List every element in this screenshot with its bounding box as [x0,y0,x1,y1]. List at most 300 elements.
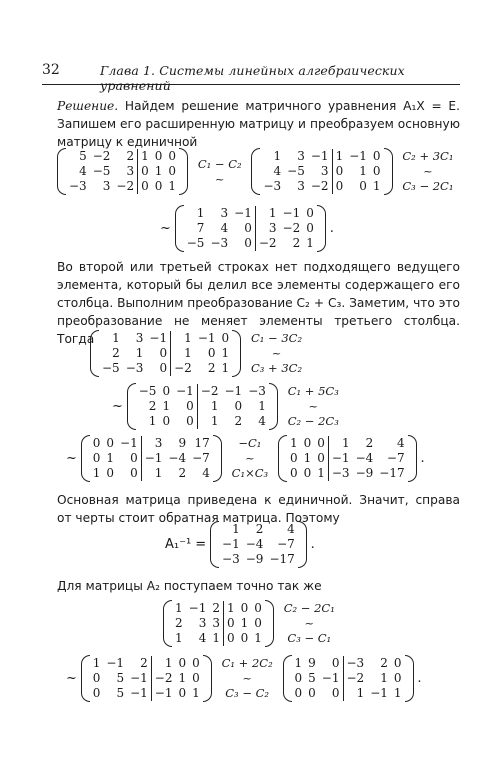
matrix-cell: 1 [393,686,402,700]
operation-line: C₂ + 3C₁ [402,149,454,163]
page-header [42,62,460,93]
bracket-left [210,521,219,568]
matrix-cell: 0 [331,686,340,700]
bracket-left [81,655,90,702]
matrix-cell: 0 [186,399,194,413]
matrix-cell: 1 [359,164,367,178]
equation-row-7 [66,655,422,702]
matrix-row [136,384,269,399]
matrix-cell: 7 [196,221,205,235]
matrix-cell: 1 [240,616,249,630]
matrix-table [172,601,265,646]
operation-1 [198,157,242,187]
bracket-right [298,521,307,568]
matrix-cell: −3 [328,466,352,481]
matrix-table [219,522,298,567]
bracket-right [384,148,393,195]
matrix-row [66,179,179,194]
matrix-cell: 0 [186,414,194,428]
matrix-cell: 0 [159,361,168,375]
matrix-cell: −1 [130,686,148,700]
period: . [417,671,422,686]
matrix-cell: 0 [106,466,115,480]
matrix-cell: 1 [106,451,115,465]
matrix-row [219,537,298,552]
matrix-cell: 0 [92,671,101,685]
matrix-cell: −5 [287,164,305,178]
matrix-cell: 9 [308,656,316,670]
bracket-left [81,435,90,482]
tilde: ~ [112,399,123,414]
matrix-4 [90,330,241,377]
matrix-cell: 0 [168,164,177,178]
operation-line: C₃ − 2C₁ [402,179,454,193]
matrix-3 [175,205,326,252]
matrix-cell: 1 [221,346,230,360]
bracket-right [213,435,222,482]
matrix-cell: 2 [234,414,243,428]
matrix-cell: −1 [149,331,168,345]
matrix-row [90,671,203,686]
matrix-cell: 1 [254,631,262,645]
matrix-cell: 1 [196,206,205,220]
matrix-cell: 4 [396,436,405,450]
matrix-table [66,149,179,194]
matrix-cell: 1 [141,466,165,481]
matrix-cell: 5 [116,686,125,700]
matrix-cell: 0 [221,331,230,345]
matrix-cell: 2 [207,361,216,375]
period: . [420,451,425,466]
matrix-cell: 1 [171,346,195,361]
operation-3 [251,331,302,376]
operation-line: C₃ − C₂ [225,686,270,700]
matrix-row [260,164,383,179]
matrix-cell: 1 [197,414,221,429]
operation-line: ~ [304,616,315,630]
matrix-9 [81,655,212,702]
matrix-cell: 1 [148,414,157,428]
matrix-cell: 1 [294,656,303,670]
matrix-cell: 4 [258,414,266,428]
matrix-cell: 3 [212,616,220,630]
matrix-cell: 1 [212,631,220,645]
matrix-cell: −1 [224,384,243,398]
matrix-cell: 1 [372,179,381,193]
operation-line: C₁ + 2C₂ [221,656,273,670]
matrix-row [172,601,265,616]
matrix-cell: 0 [240,601,249,615]
matrix-8 [163,600,274,647]
matrix-cell: −1 [130,671,148,685]
paragraph-solution [57,97,460,151]
matrix-cell: −2 [197,384,221,399]
operation-line: ~ [242,671,252,685]
tilde: ~ [66,451,77,466]
matrix-cell: 0 [223,616,237,631]
operation-2 [402,149,453,194]
matrix-row [90,466,213,481]
matrix-cell: 0 [308,686,316,700]
matrix-cell: 1 [162,399,171,413]
matrix-cell: 4 [287,522,295,536]
operation-line: C₁ − 3C₂ [250,331,303,345]
matrix-cell: 1 [317,466,325,480]
matrix-row [172,616,265,631]
matrix-row [66,164,179,179]
matrix-cell: 0 [331,656,340,670]
operation-line: ~ [423,164,433,178]
bracket-right [203,655,212,702]
matrix-cell: 4 [273,164,282,178]
matrix-row [90,686,203,701]
matrix-cell: 1 [151,656,175,671]
tilde: ~ [66,671,77,686]
operation-line: ~ [214,171,225,186]
matrix-row [90,656,203,671]
matrix-row [292,671,405,686]
matrix-cell: −2 [255,236,279,251]
matrix-cell: −3 [125,361,144,375]
matrix-table [99,331,232,376]
matrix-cell: 3 [135,331,144,345]
matrix-cell: −4 [168,451,187,465]
matrix-cell: −7 [386,451,405,465]
matrix-cell: 3 [255,221,279,236]
matrix-cell: 1 [168,179,177,193]
period: . [310,537,315,552]
operation-line: ~ [245,451,255,465]
matrix-cell: −17 [269,552,295,566]
matrix-cell: 0 [294,686,303,700]
matrix-cell: 4 [202,466,210,480]
matrix-2 [251,148,392,195]
matrix-cell: 2 [112,346,120,360]
matrix-cell: 2 [292,236,301,250]
bracket-right [179,148,188,195]
matrix-cell: −2 [171,361,195,376]
operation-line: C₁ + 5C₃ [287,384,339,398]
period: . [329,221,334,236]
matrix-row [219,552,298,567]
matrix-cell: 0 [244,236,252,250]
matrix-cell: 1 [192,686,200,700]
matrix-cell: 0 [244,221,252,235]
matrix-cell: 3 [320,164,329,178]
matrix-cell: −1 [282,206,301,220]
operation-6 [284,601,335,646]
equation-row-2 [160,205,334,252]
matrix-cell: 1 [112,331,120,345]
matrix-cell: −1 [120,436,138,450]
matrix-table [90,436,213,481]
matrix-cell: 4 [79,164,87,178]
bracket-left [175,205,184,252]
bracket-left [278,435,287,482]
matrix-cell: 0 [317,451,325,465]
matrix-cell: 1 [258,399,266,413]
matrix-row [99,331,232,346]
matrix-table [292,656,405,701]
tilde: ~ [160,221,171,236]
matrix-cell: 1 [171,331,195,346]
matrix-cell: 0 [138,179,152,194]
matrix-inverse [210,521,307,568]
matrix-cell: −3 [248,384,266,398]
matrix-cell: −17 [379,466,405,480]
matrix-row [287,466,408,481]
matrix-cell: 1 [223,601,237,616]
matrix-cell: 1 [135,346,144,360]
matrix-cell: 0 [289,466,298,480]
matrix-cell: 0 [240,631,249,645]
matrix-cell: −2 [343,671,367,686]
matrix-cell: 0 [138,164,152,179]
matrix-cell: −5 [186,236,205,250]
matrix-cell: −1 [197,331,216,345]
matrix-cell: 0 [154,179,163,193]
matrix-table [260,149,383,194]
matrix-row [99,361,232,376]
matrix-cell: 0 [317,436,325,450]
matrix-cell: 1 [154,164,163,178]
inverse-label: A₁⁻¹ = [165,537,207,552]
matrix-cell: 0 [168,149,177,163]
matrix-cell: 0 [306,221,314,235]
matrix-cell: −2 [92,149,111,163]
matrix-cell: −3 [263,179,282,193]
matrix-cell: −7 [277,537,295,551]
bracket-right [405,655,414,702]
bracket-left [90,330,99,377]
matrix-row [184,221,317,236]
matrix-cell: 2 [255,522,264,536]
matrix-cell: 3 [297,179,305,193]
matrix-cell: −5 [102,361,120,375]
solution-text-a: Найдем решение матричного уравнения [124,99,397,113]
matrix-cell: 0 [332,164,346,179]
matrix-cell: −2 [282,221,301,235]
matrix-cell: 0 [106,436,115,450]
matrix-cell: 1 [175,601,183,615]
matrix-cell: 2 [148,399,157,413]
matrix-cell: 0 [294,671,303,685]
matrix-cell: −7 [192,451,210,465]
matrix-cell: 0 [159,346,168,360]
matrix-table [136,384,269,429]
equation-row-1 [57,148,459,195]
operation-5 [232,436,268,481]
operation-line: −C₁ [238,436,262,450]
matrix-row [66,149,179,164]
operation-line: C₁ − C₂ [197,156,242,171]
matrix-cell: 9 [178,436,187,450]
matrix-cell: 1 [138,149,152,164]
matrix-cell: 5 [308,671,316,685]
bracket-right [408,435,417,482]
matrix-cell: 1 [221,361,230,375]
matrix-cell: 5 [79,149,87,163]
matrix-cell: −1 [328,451,352,466]
equation-inverse [165,521,315,568]
matrix-6 [81,435,222,482]
matrix-cell: −2 [310,179,329,193]
matrix-cell: 3 [297,149,305,163]
matrix-cell: 1 [289,436,298,450]
matrix-cell: 1 [197,399,221,414]
matrix-row [90,436,213,451]
matrix-cell: −1 [141,451,165,466]
matrix-cell: 3 [198,616,207,630]
bracket-right [269,383,278,430]
matrix-cell: 2 [126,149,135,163]
matrix-cell: −1 [188,601,207,615]
matrix-cell: 1 [303,451,312,465]
matrix-row [287,451,408,466]
bracket-left [251,148,260,195]
matrix-row [184,206,317,221]
matrix-table [287,436,408,481]
matrix-cell: 3 [102,179,111,193]
operation-7 [222,656,273,701]
running-title: Глава 1. Системы линейных алгебраических уравнений [100,63,405,93]
matrix-7 [278,435,417,482]
operation-line: ~ [271,346,282,360]
matrix-cell: 17 [194,436,210,450]
matrix-cell: 1 [255,206,279,221]
operation-4 [288,384,339,429]
matrix-cell: 3 [141,436,165,451]
equation-row-5 [66,435,425,482]
paragraph-pivot: Во второй или третьей строках нет подходящего ведущего элемента, который бы делил все элементы содержащего его столбца. Выполним преобразование C₂ + C₃. Заметим, что это преобразование не меняет элементы третьего столбца. Тогда [57,260,460,346]
operation-line: C₁⨯C₃ [231,466,269,480]
matrix-cell: 4 [220,221,229,235]
matrix-cell: 0 [393,656,402,670]
matrix-row [136,399,269,414]
matrix-cell: 3 [126,164,135,178]
matrix-1 [57,148,188,195]
matrix-cell: 0 [372,164,381,178]
matrix-cell: −9 [355,466,374,480]
matrix-cell: 0 [254,616,262,630]
matrix-row [260,149,383,164]
matrix-cell: 0 [130,451,138,465]
matrix-cell: −9 [245,552,264,566]
operation-line: C₂ − 2C₁ [283,601,335,615]
operation-line: C₂ − 2C₃ [287,414,339,428]
matrix-cell: 0 [92,451,101,465]
equation-row-6 [163,600,341,647]
matrix-cell: 2 [380,656,388,670]
matrix-cell: 0 [289,451,298,465]
matrix-cell: 0 [254,601,262,615]
paragraph-a2: Для матрицы A₂ поступаем точно так же [57,579,322,593]
matrix-cell: −1 [321,671,340,685]
matrix-table [90,656,203,701]
matrix-cell: −5 [92,164,111,178]
matrix-cell: 0 [372,149,381,163]
matrix-cell: −1 [106,656,125,670]
matrix-cell: −1 [222,537,240,551]
bracket-right [232,330,241,377]
bracket-left [163,600,172,647]
operation-line: ~ [308,399,319,413]
matrix-row [260,179,383,194]
matrix-row [292,656,405,671]
matrix-table [184,206,317,251]
matrix-cell: 2 [212,601,220,615]
matrix-cell: −2 [151,671,175,686]
matrix-row [99,346,232,361]
bracket-left [127,383,136,430]
matrix-cell: 1 [92,656,101,670]
bracket-right [265,600,274,647]
matrix-10 [283,655,414,702]
matrix-cell: 0 [154,149,163,163]
matrix-cell: 0 [306,206,314,220]
matrix-cell: 0 [192,656,200,670]
matrix-cell: 0 [207,346,216,360]
matrix-cell: 0 [92,436,101,450]
matrix-cell: 2 [140,656,148,670]
paragraph-inverse: Основная матрица приведена к единичной. Значит, справа от черты стоит обратная матрица. Поэтому [57,493,460,525]
solution-text-b: Запишем его расширенную матрицу и преобразуем основную матрицу к единичной [57,117,460,149]
matrix-cell: −1 [151,686,175,701]
matrix-row [292,686,405,701]
matrix-cell: −3 [69,179,87,193]
bracket-left [283,655,292,702]
matrix-cell: 0 [162,384,171,398]
solution-equation: A₁X = E. [403,99,460,113]
matrix-cell: 1 [380,671,388,685]
matrix-row [184,236,317,251]
matrix-row [219,522,298,537]
matrix-cell: −1 [176,384,194,398]
matrix-cell: 1 [328,436,352,451]
bracket-left [57,148,66,195]
matrix-cell: 0 [92,686,101,700]
solution-lead: Решение. [57,99,119,113]
matrix-cell: 1 [332,149,346,164]
matrix-cell: −1 [310,149,329,163]
matrix-cell: 3 [220,206,229,220]
matrix-cell: 1 [343,686,367,701]
matrix-row [287,436,408,451]
matrix-cell: 0 [162,414,171,428]
matrix-cell: 0 [178,656,187,670]
matrix-cell: 0 [359,179,367,193]
matrix-cell: −4 [245,537,264,551]
matrix-5 [127,383,278,430]
matrix-cell: 1 [178,671,187,685]
matrix-cell: 0 [223,631,237,646]
matrix-cell: −1 [234,206,252,220]
matrix-cell: 1 [92,466,101,480]
matrix-cell: 1 [306,236,314,250]
matrix-cell: 0 [234,399,243,413]
matrix-cell: −3 [210,236,229,250]
matrix-cell: 2 [175,616,183,630]
operation-line: C₃ − C₁ [287,631,332,645]
bracket-right [317,205,326,252]
matrix-cell: 0 [192,671,200,685]
equation-row-4 [112,383,345,430]
matrix-cell: −2 [116,179,135,193]
matrix-cell: −3 [343,656,367,671]
matrix-cell: 2 [178,466,187,480]
matrix-cell: −5 [138,384,157,398]
matrix-cell: 0 [303,436,312,450]
